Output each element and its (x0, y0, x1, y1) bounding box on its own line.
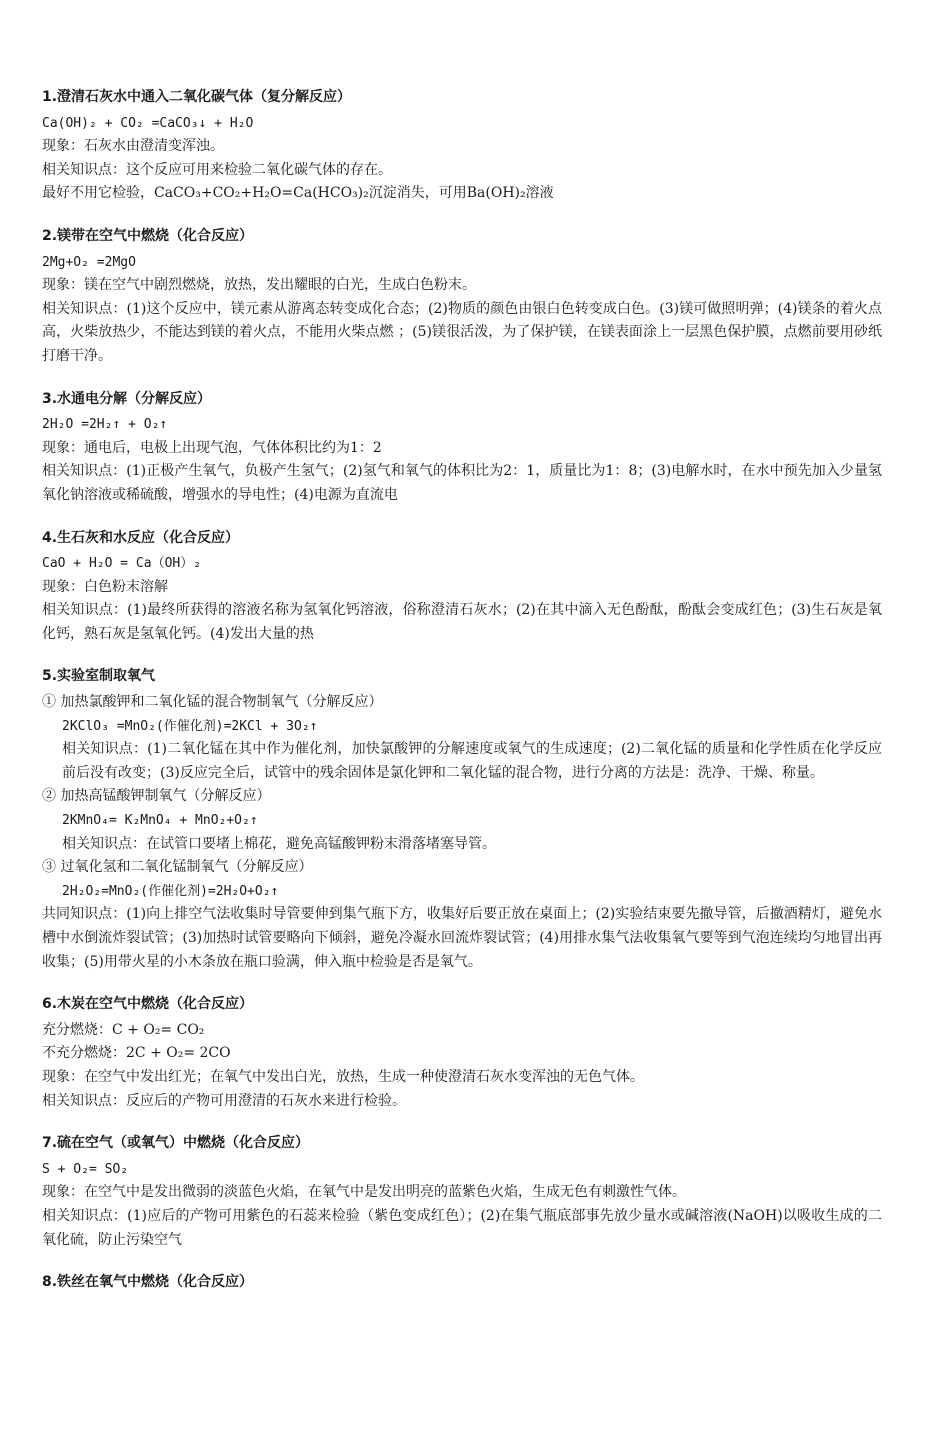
section-heading: 1.澄清石灰水中通入二氧化碳气体（复分解反应） (42, 89, 352, 105)
section-heading: 8.铁丝在氧气中燃烧（化合反应） (42, 1274, 254, 1291)
equation: 2H₂O =2H₂↑ + O₂↑ (42, 417, 168, 433)
knowledge-points: 相关知识点：反应后的产物可用澄清的石灰水来进行检验。 (42, 1092, 406, 1109)
equation: 2Mg+O₂ =2MgO (42, 254, 136, 270)
phenomenon: 现象：石灰水由澄清变浑浊。 (42, 138, 224, 155)
phenomenon: 现象：在空气中是发出微弱的淡蓝色火焰，在氧气中是发出明亮的蓝紫色火焰，生成无色有刺激性气体。 (42, 1184, 686, 1201)
knowledge-points: 相关知识点：(1)应后的产物可用紫色的石蕊来检验（紫色变成红色）；(2)在集气瓶底部事先放少量水或碱溶液(NaOH)以吸收生成的二氧化硫，防止污染空气 (42, 1207, 882, 1248)
equation: 充分燃烧：C + O₂= CO₂ (42, 1021, 205, 1038)
section-heading: 5.实验室制取氧气 (42, 668, 156, 685)
section-6 (42, 993, 882, 1113)
section-heading: 7.硫在空气（或氧气）中燃烧（化合反应） (42, 1135, 310, 1152)
knowledge-points: 相关知识点：在试管口要堵上棉花，避免高锰酸钾粉末滑落堵塞导管。 (62, 835, 496, 852)
equation: S + O₂= SO₂ (42, 1161, 129, 1177)
section-8 (42, 1271, 882, 1295)
section-heading: 6.木炭在空气中燃烧（化合反应） (42, 996, 254, 1013)
document-body (42, 86, 882, 1314)
equation: 2KClO₃ =MnO₂(作催化剂)=2KCl + 3O₂↑ (62, 718, 318, 734)
note: 最好不用它检验，CaCO₃+CO₂+H₂O=Ca(HCO₃)₂沉淀消失，可用Ba(OH)₂溶液 (42, 185, 554, 202)
phenomenon: 现象：在空气中发出红光；在氧气中发出白光，放热，生成一种使澄清石灰水变浑浊的无色气体。 (42, 1068, 644, 1085)
phenomenon: 现象：镁在空气中剧烈燃烧，放热，发出耀眼的白光，生成白色粉末。 (42, 277, 476, 294)
section-heading: 4.生石灰和水反应（化合反应） (42, 529, 240, 546)
section-7 (42, 1132, 882, 1252)
equation: 2H₂O₂=MnO₂(作催化剂)=2H₂O+O₂↑ (62, 883, 279, 899)
method-1-title: ① 加热氯酸钾和二氧化锰的混合物制氧气（分解反应） (42, 694, 383, 711)
knowledge-points: 相关知识点：(1)这个反应中，镁元素从游离态转变成化合态；(2)物质的颜色由银白色转变成白色。(3)镁可做照明弹；(4)镁条的着火点高，火柴放热少，不能达到镁的着火点，不能用火柴点燃 ；(5)镁很活泼，为了保护镁，在镁表面涂上一层黑色保护膜，点燃前要用砂纸打磨干净。 (42, 300, 882, 364)
knowledge-points: 相关知识点：这个反应可用来检验二氧化碳气体的存在。 (42, 161, 392, 178)
section-4 (42, 527, 882, 647)
phenomenon: 现象：通电后，电极上出现气泡，气体体积比约为1：2 (42, 439, 382, 456)
phenomenon: 现象：白色粉末溶解 (42, 578, 168, 595)
section-2 (42, 225, 882, 369)
equation: Ca(OH)₂ + CO₂ =CaCO₃↓ + H₂O (42, 115, 254, 131)
knowledge-points: 相关知识点：(1)正极产生氧气，负极产生氢气；(2)氢气和氧气的体积比为2：1，质量比为1：8；(3)电解水时，在水中预先加入少量氢氧化钠溶液或稀硫酸，增强水的导电性；(4)电源为直流电 (42, 463, 882, 503)
method-3-title: ③ 过氧化氢和二氧化锰制氧气（分解反应） (42, 859, 313, 876)
common-knowledge-points: 共同知识点：(1)向上排空气法收集时导管要伸到集气瓶下方，收集好后要正放在桌面上；(2)实验结束要先撤导管，后撤酒精灯，避免水槽中水倒流炸裂试管；(3)加热时试管要略向下倾斜，避免冷凝水回流炸裂试管；(4)用排水集气法收集氧气要等到气泡连续均匀地冒出再收集；(5)用带火星的小木条放在瓶口验满，伸入瓶中检验是否是氧气。 (42, 906, 882, 970)
equation: CaO + H₂O = Ca（OH）₂ (42, 556, 202, 572)
equation: 2KMnO₄= K₂MnO₄ + MnO₂+O₂↑ (62, 813, 258, 829)
equation: 不充分燃烧：2C + O₂= 2CO (42, 1045, 231, 1062)
section-1 (42, 86, 882, 206)
section-3 (42, 388, 882, 508)
knowledge-points: 相关知识点：(1)最终所获得的溶液名称为氢氧化钙溶液，俗称澄清石灰水；(2)在其中滴入无色酚酞，酚酞会变成红色；(3)生石灰是氧化钙，熟石灰是氢氧化钙。(4)发出大量的热 (42, 602, 882, 642)
method-2-title: ② 加热高锰酸钾制氧气（分解反应） (42, 788, 271, 805)
section-5 (42, 665, 882, 974)
section-heading: 2.镁带在空气中燃烧（化合反应） (42, 227, 254, 244)
section-heading: 3.水通电分解（分解反应） (42, 390, 212, 407)
knowledge-points: 相关知识点：(1)二氧化锰在其中作为催化剂，加快氯酸钾的分解速度或氧气的生成速度；(2)二氧化锰的质量和化学性质在化学反应前后没有改变；(3)反应完全后，试管中的残余固体是氯化钾和二氧化锰的混合物，进行分离的方法是：洗净、干燥、称量。 (62, 741, 882, 781)
